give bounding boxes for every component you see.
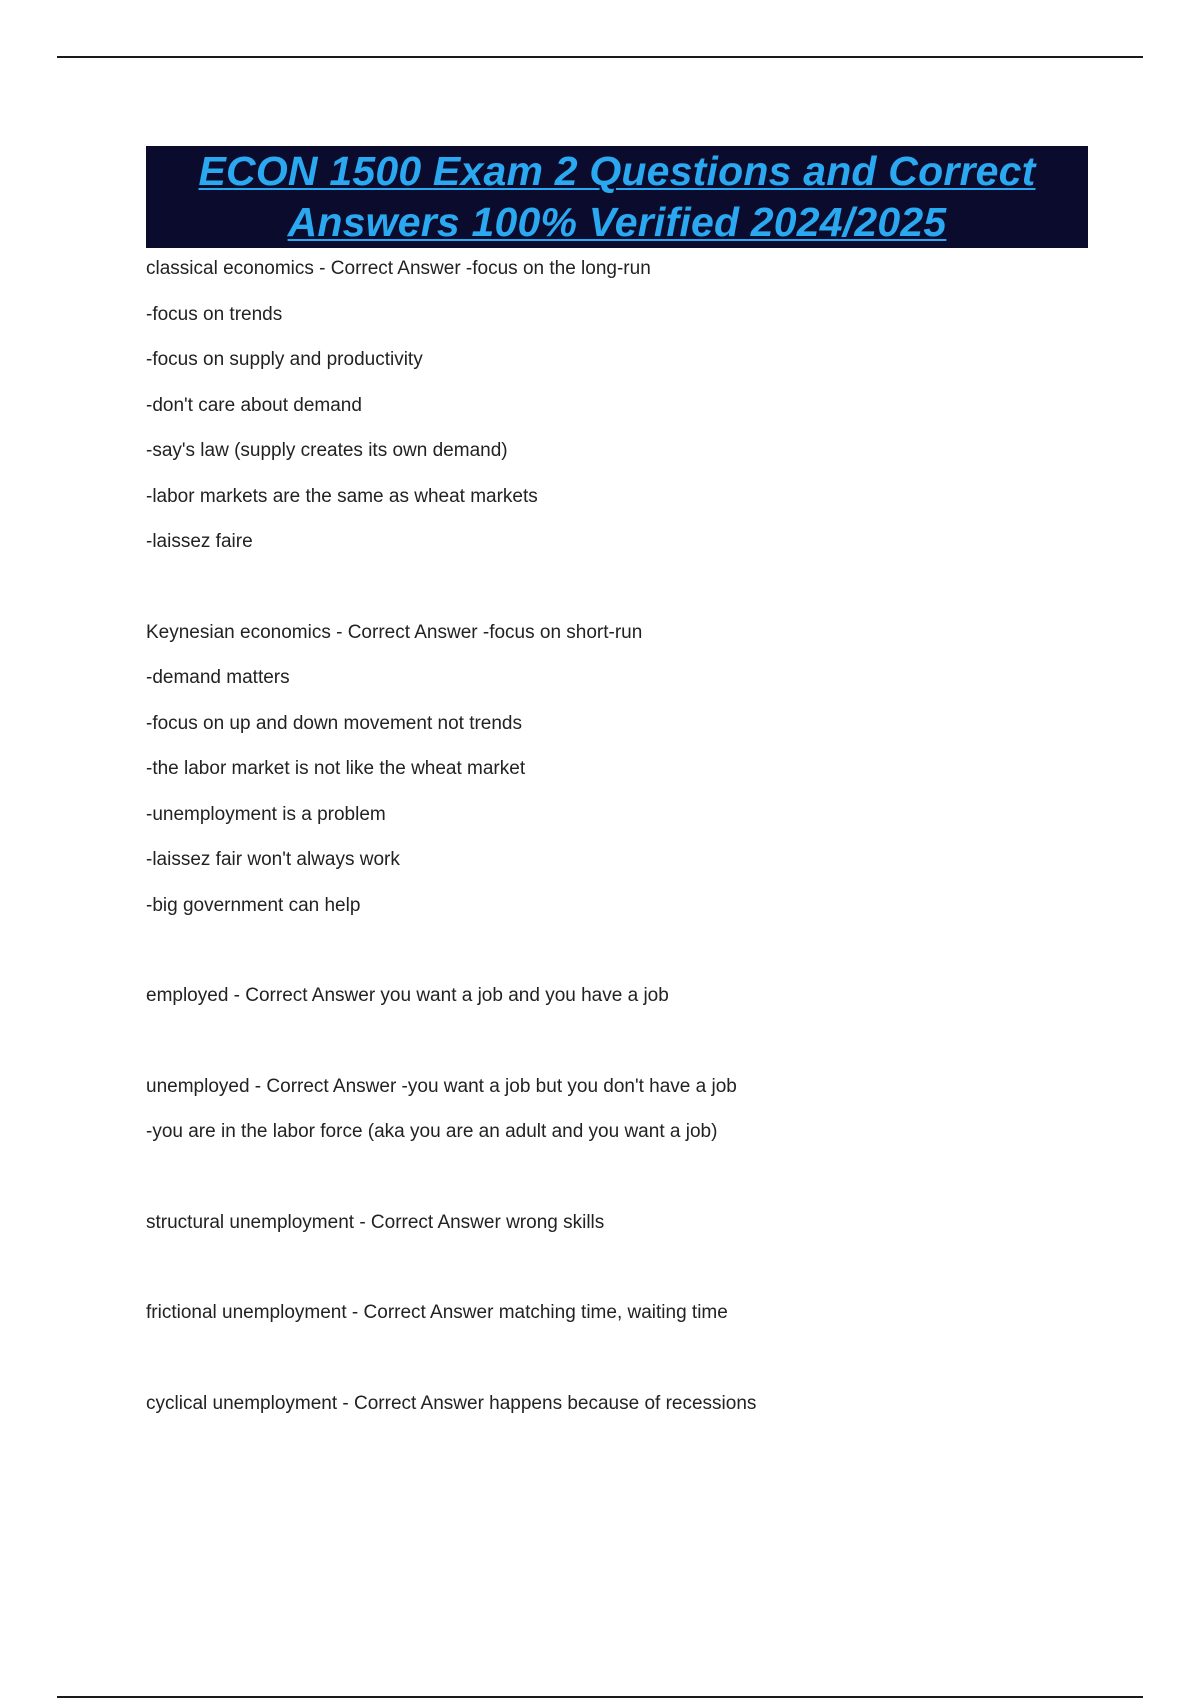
qa-line: -focus on up and down movement not trends — [146, 712, 523, 734]
qa-entry-unemployed — [146, 1064, 1086, 1155]
qa-line: cyclical unemployment - Correct Answer happens because of recessions — [146, 1392, 757, 1414]
document-title — [198, 146, 1035, 248]
qa-line: -focus on trends — [146, 303, 283, 325]
qa-line: -big government can help — [146, 894, 361, 916]
qa-line: frictional unemployment - Correct Answer matching time, waiting time — [146, 1302, 728, 1323]
qa-line: -say's law (supply creates its own demand) — [146, 440, 508, 461]
qa-entry-frictional-unemployment — [146, 1290, 1086, 1336]
qa-entry-employed — [146, 973, 1086, 1019]
qa-line: -don't care about demand — [146, 394, 362, 416]
qa-line: -you are in the labor force (aka you are an adult and you want a job) — [146, 1121, 718, 1142]
qa-line: -laissez faire — [146, 531, 253, 552]
qa-line: classical economics - Correct Answer -focus on the long-run — [146, 258, 651, 279]
document-title-line-2: Answers 100% Verified 2024/2025 — [287, 199, 947, 245]
qa-entry-classical-economics — [146, 246, 1086, 565]
title-banner — [146, 146, 1088, 248]
qa-entry-structural-unemployment — [146, 1200, 1086, 1246]
page-top-rule — [57, 56, 1143, 58]
qa-line: -laissez fair won't always work — [146, 849, 400, 870]
qa-line: Keynesian economics - Correct Answer -focus on short-run — [146, 621, 643, 643]
qa-line: -demand matters — [146, 667, 290, 688]
qa-line: -unemployment is a problem — [146, 803, 386, 825]
page-bottom-rule — [57, 1696, 1143, 1698]
qa-line: -labor markets are the same as wheat markets — [146, 485, 538, 507]
qa-content — [146, 246, 1086, 1471]
qa-line: -focus on supply and productivity — [146, 349, 423, 370]
qa-line: structural unemployment - Correct Answer wrong skills — [146, 1211, 605, 1233]
document-title-line-1: ECON 1500 Exam 2 Questions and Correct — [198, 148, 1036, 194]
qa-entry-cyclical-unemployment — [146, 1381, 1086, 1427]
qa-line: employed - Correct Answer you want a job and you have a job — [146, 985, 669, 1006]
qa-line: unemployed - Correct Answer -you want a job but you don't have a job — [146, 1075, 737, 1097]
qa-line: -the labor market is not like the wheat market — [146, 758, 526, 779]
qa-entry-keynesian-economics — [146, 610, 1086, 929]
